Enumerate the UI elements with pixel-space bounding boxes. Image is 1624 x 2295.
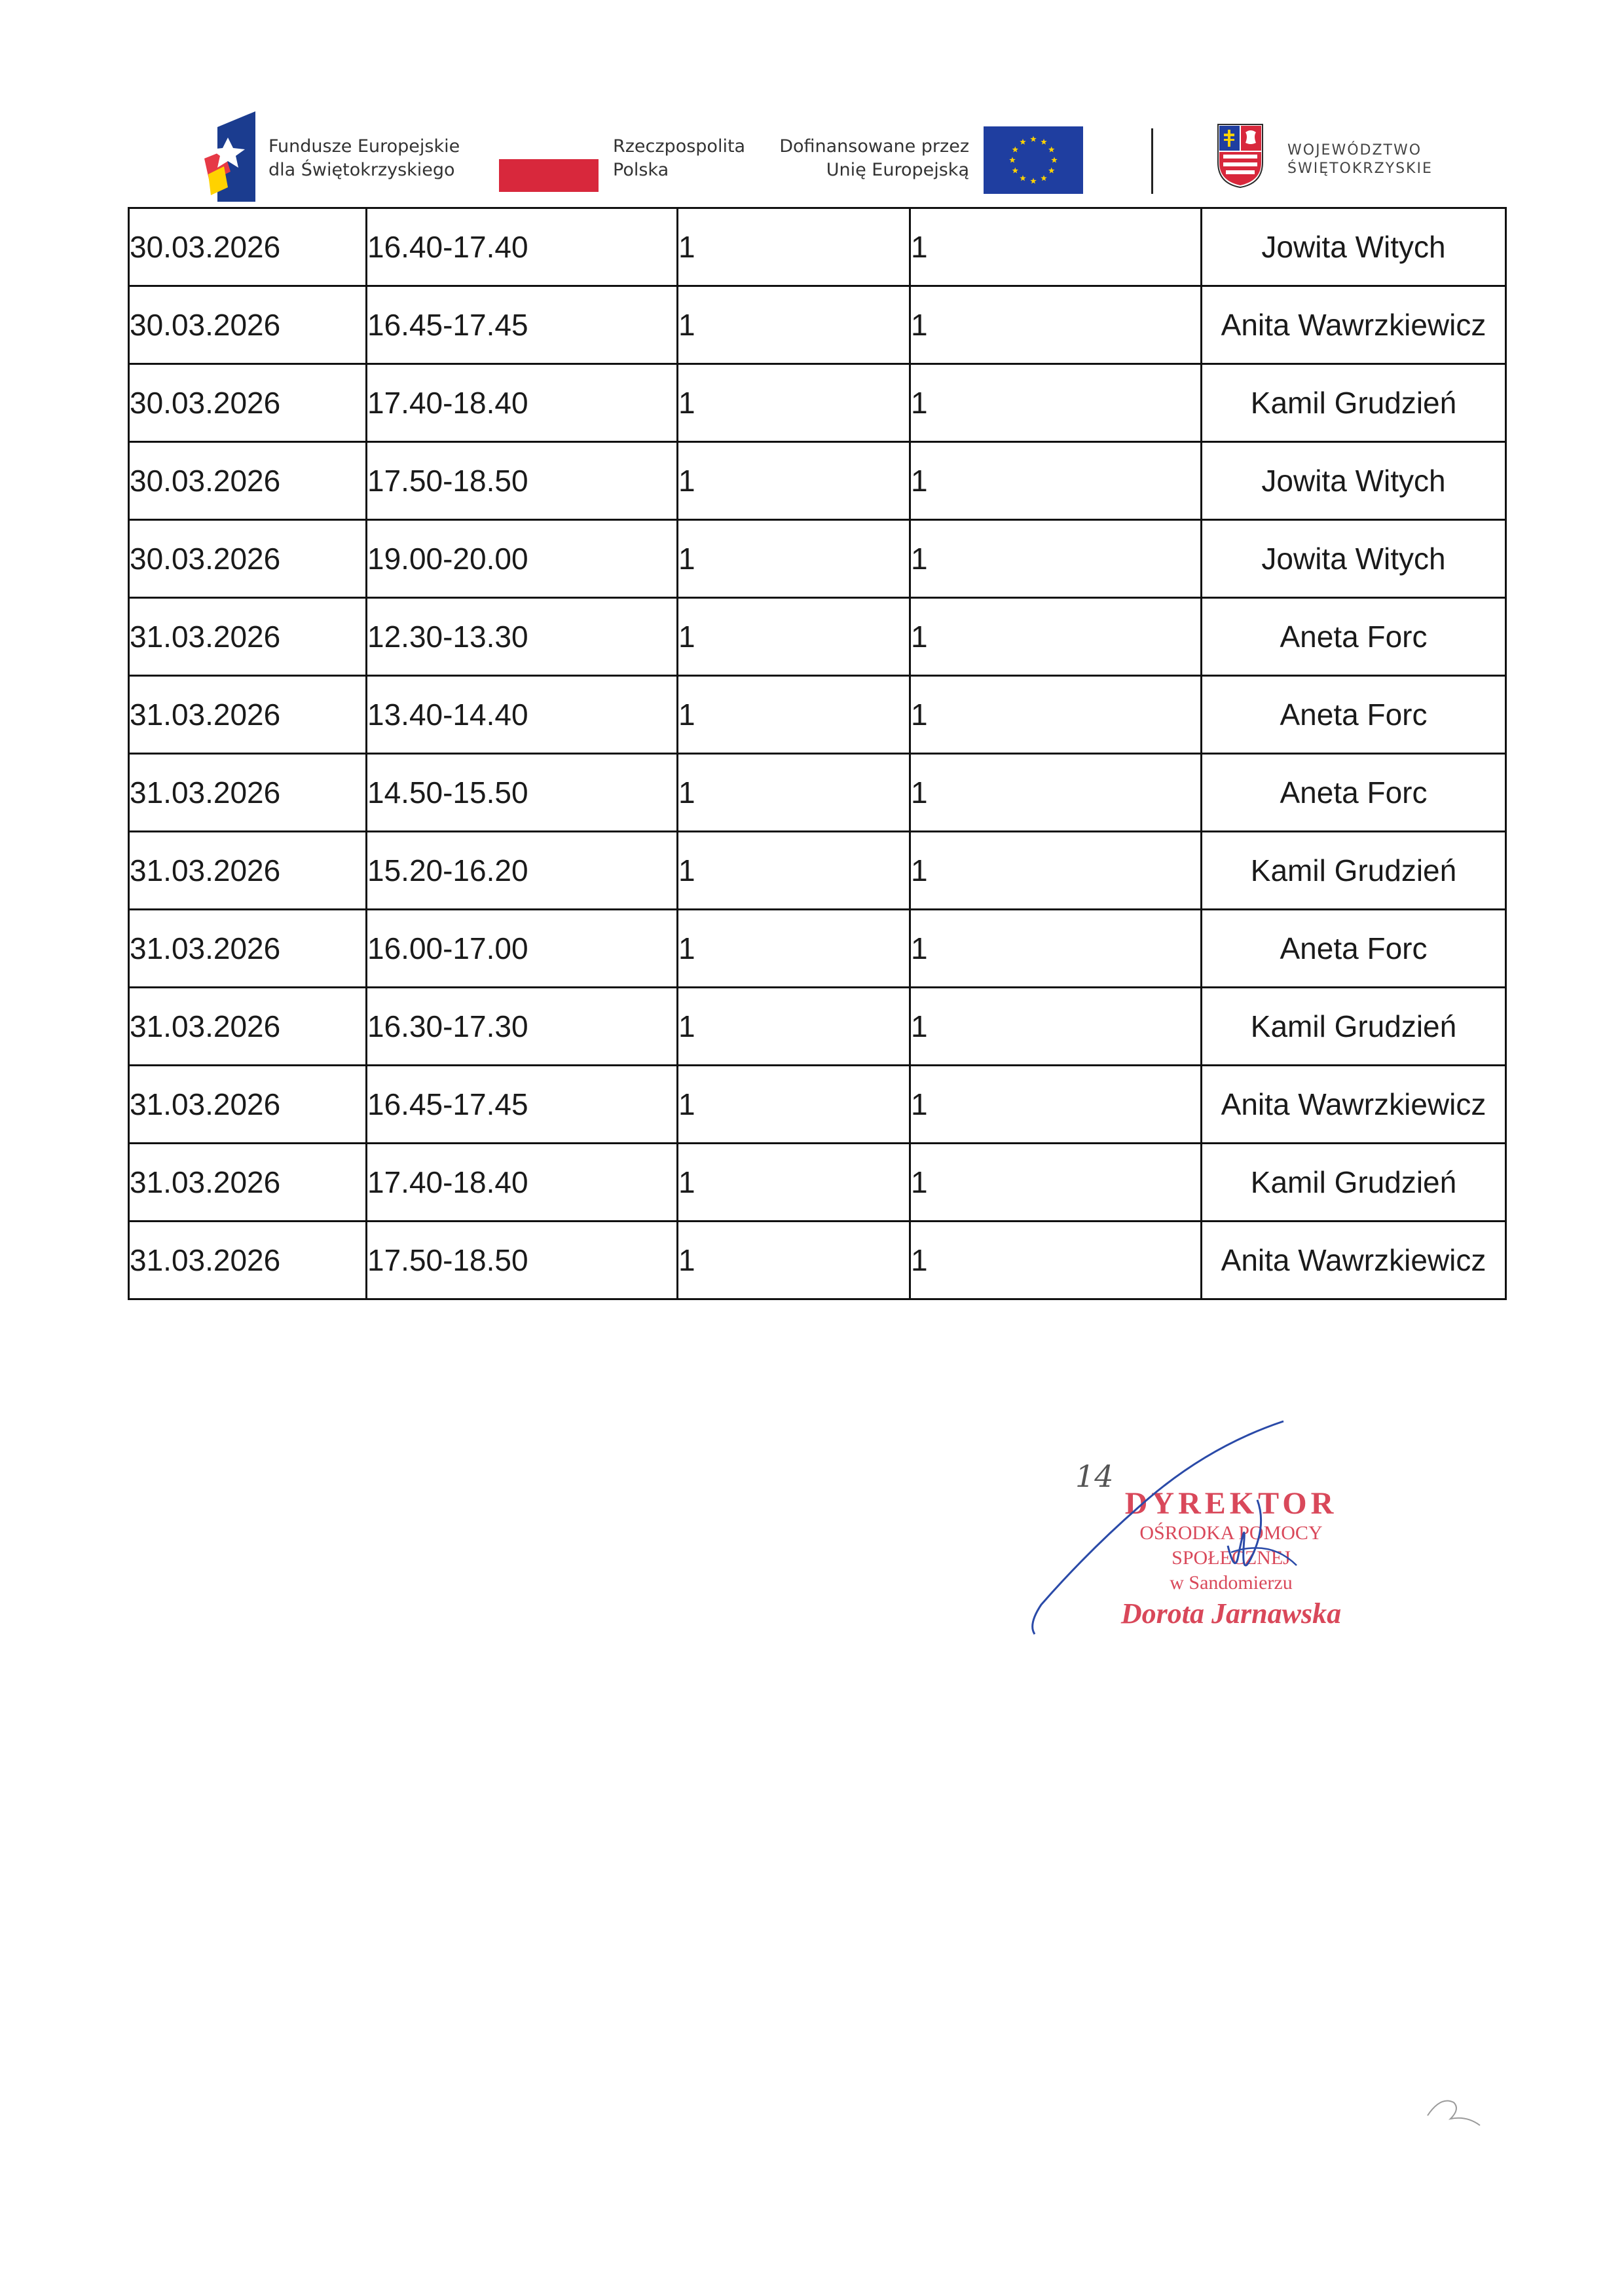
name-cell: Kamil Grudzień — [1202, 988, 1506, 1066]
time-cell: 17.50-18.50 — [367, 1222, 678, 1299]
table-row — [129, 364, 1506, 442]
woj-caption — [1287, 141, 1433, 178]
table-row — [129, 598, 1506, 676]
time-cell: 16.45-17.45 — [367, 1066, 678, 1144]
fe-caption — [268, 135, 460, 182]
name-cell: Kamil Grudzień — [1202, 1144, 1506, 1222]
count-a-cell: 1 — [678, 208, 910, 286]
time-cell: 14.50-15.50 — [367, 754, 678, 832]
stamp-title: DYREKTOR — [1124, 1486, 1338, 1521]
count-b-cell: 1 — [910, 1066, 1202, 1144]
count-b-cell: 1 — [910, 832, 1202, 910]
count-a-cell: 1 — [678, 520, 910, 598]
table-row — [129, 208, 1506, 286]
count-b-cell: 1 — [910, 286, 1202, 364]
count-b-cell: 1 — [910, 988, 1202, 1066]
time-cell: 17.50-18.50 — [367, 442, 678, 520]
date-cell: 31.03.2026 — [129, 676, 367, 754]
date-cell: 30.03.2026 — [129, 442, 367, 520]
table-row — [129, 832, 1506, 910]
eu-caption-line-2: Unię Europejską — [826, 160, 969, 180]
eu-flag — [984, 126, 1083, 194]
time-cell: 15.20-16.20 — [367, 832, 678, 910]
name-cell: Aneta Forc — [1202, 754, 1506, 832]
date-cell: 30.03.2026 — [129, 364, 367, 442]
table-row — [129, 988, 1506, 1066]
stamp-organization: OŚRODKA POMOCY SPOŁECZNEJ — [1139, 1522, 1323, 1569]
fe-caption-line-1: Fundusze Europejskie — [268, 136, 460, 157]
fe-caption-line-2: dla Świętokrzyskiego — [268, 160, 455, 180]
date-cell: 31.03.2026 — [129, 988, 367, 1066]
table-row — [129, 1144, 1506, 1222]
count-a-cell: 1 — [678, 832, 910, 910]
woj-caption-line-1: WOJEWÓDZTWO — [1287, 142, 1422, 159]
name-cell: Anita Wawrzkiewicz — [1202, 1222, 1506, 1299]
eu-caption-line-1: Dofinansowane przez — [779, 136, 969, 157]
logo-divider — [1151, 128, 1153, 194]
table-row — [129, 442, 1506, 520]
time-cell: 17.40-18.40 — [367, 364, 678, 442]
time-cell: 12.30-13.30 — [367, 598, 678, 676]
woj-caption-line-2: ŚWIĘTOKRZYSKIE — [1287, 160, 1433, 177]
date-cell: 30.03.2026 — [129, 208, 367, 286]
name-cell: Aneta Forc — [1202, 910, 1506, 988]
logo-bar — [0, 0, 1624, 203]
name-cell: Jowita Witych — [1202, 208, 1506, 286]
name-cell: Jowita Witych — [1202, 520, 1506, 598]
time-cell: 16.40-17.40 — [367, 208, 678, 286]
table-row — [129, 520, 1506, 598]
eu-caption — [747, 135, 969, 182]
date-cell: 30.03.2026 — [129, 286, 367, 364]
date-cell: 31.03.2026 — [129, 1144, 367, 1222]
count-b-cell: 1 — [910, 754, 1202, 832]
date-cell: 30.03.2026 — [129, 520, 367, 598]
name-cell: Aneta Forc — [1202, 598, 1506, 676]
stamp-place: w Sandomierzu — [1170, 1572, 1293, 1594]
table-row — [129, 754, 1506, 832]
table-row — [129, 910, 1506, 988]
count-b-cell: 1 — [910, 364, 1202, 442]
initials-mark — [1414, 2083, 1493, 2135]
count-a-cell: 1 — [678, 286, 910, 364]
pl-caption-line-1: Rzeczpospolita — [613, 136, 746, 157]
count-a-cell: 1 — [678, 676, 910, 754]
count-b-cell: 1 — [910, 910, 1202, 988]
table-row — [129, 676, 1506, 754]
handwritten-signature — [1008, 1408, 1414, 1651]
time-cell: 16.30-17.30 — [367, 988, 678, 1066]
date-cell: 31.03.2026 — [129, 1066, 367, 1144]
count-a-cell: 1 — [678, 364, 910, 442]
count-a-cell: 1 — [678, 754, 910, 832]
date-cell: 31.03.2026 — [129, 910, 367, 988]
table-row — [129, 1222, 1506, 1299]
stamp-name: Dorota Jarnawska — [1120, 1597, 1342, 1630]
date-cell: 31.03.2026 — [129, 832, 367, 910]
table-row — [129, 286, 1506, 364]
count-a-cell: 1 — [678, 598, 910, 676]
count-b-cell: 1 — [910, 442, 1202, 520]
time-cell: 19.00-20.00 — [367, 520, 678, 598]
name-cell: Jowita Witych — [1202, 442, 1506, 520]
time-cell: 16.00-17.00 — [367, 910, 678, 988]
count-b-cell: 1 — [910, 520, 1202, 598]
swietokrzyskie-coat-of-arms — [1217, 123, 1264, 189]
name-cell: Aneta Forc — [1202, 676, 1506, 754]
date-cell: 31.03.2026 — [129, 598, 367, 676]
name-cell: Kamil Grudzień — [1202, 832, 1506, 910]
count-a-cell: 1 — [678, 1144, 910, 1222]
handwritten-number: 14 — [1075, 1459, 1114, 1494]
count-a-cell: 1 — [678, 1222, 910, 1299]
count-b-cell: 1 — [910, 1222, 1202, 1299]
count-a-cell: 1 — [678, 988, 910, 1066]
count-b-cell: 1 — [910, 1144, 1202, 1222]
name-cell: Anita Wawrzkiewicz — [1202, 286, 1506, 364]
name-cell: Anita Wawrzkiewicz — [1202, 1066, 1506, 1144]
pl-caption-line-2: Polska — [613, 160, 669, 180]
table-row — [129, 1066, 1506, 1144]
date-cell: 31.03.2026 — [129, 1222, 367, 1299]
signature-area — [1008, 1408, 1414, 1651]
polish-flag — [499, 126, 599, 192]
fundusze-europejskie-logo — [204, 111, 255, 202]
time-cell: 16.45-17.45 — [367, 286, 678, 364]
schedule-table — [128, 207, 1507, 1300]
count-a-cell: 1 — [678, 1066, 910, 1144]
date-cell: 31.03.2026 — [129, 754, 367, 832]
count-a-cell: 1 — [678, 442, 910, 520]
count-b-cell: 1 — [910, 676, 1202, 754]
count-b-cell: 1 — [910, 208, 1202, 286]
schedule-body — [129, 208, 1506, 1299]
time-cell: 13.40-14.40 — [367, 676, 678, 754]
time-cell: 17.40-18.40 — [367, 1144, 678, 1222]
pl-caption — [613, 135, 745, 182]
name-cell: Kamil Grudzień — [1202, 364, 1506, 442]
count-a-cell: 1 — [678, 910, 910, 988]
count-b-cell: 1 — [910, 598, 1202, 676]
